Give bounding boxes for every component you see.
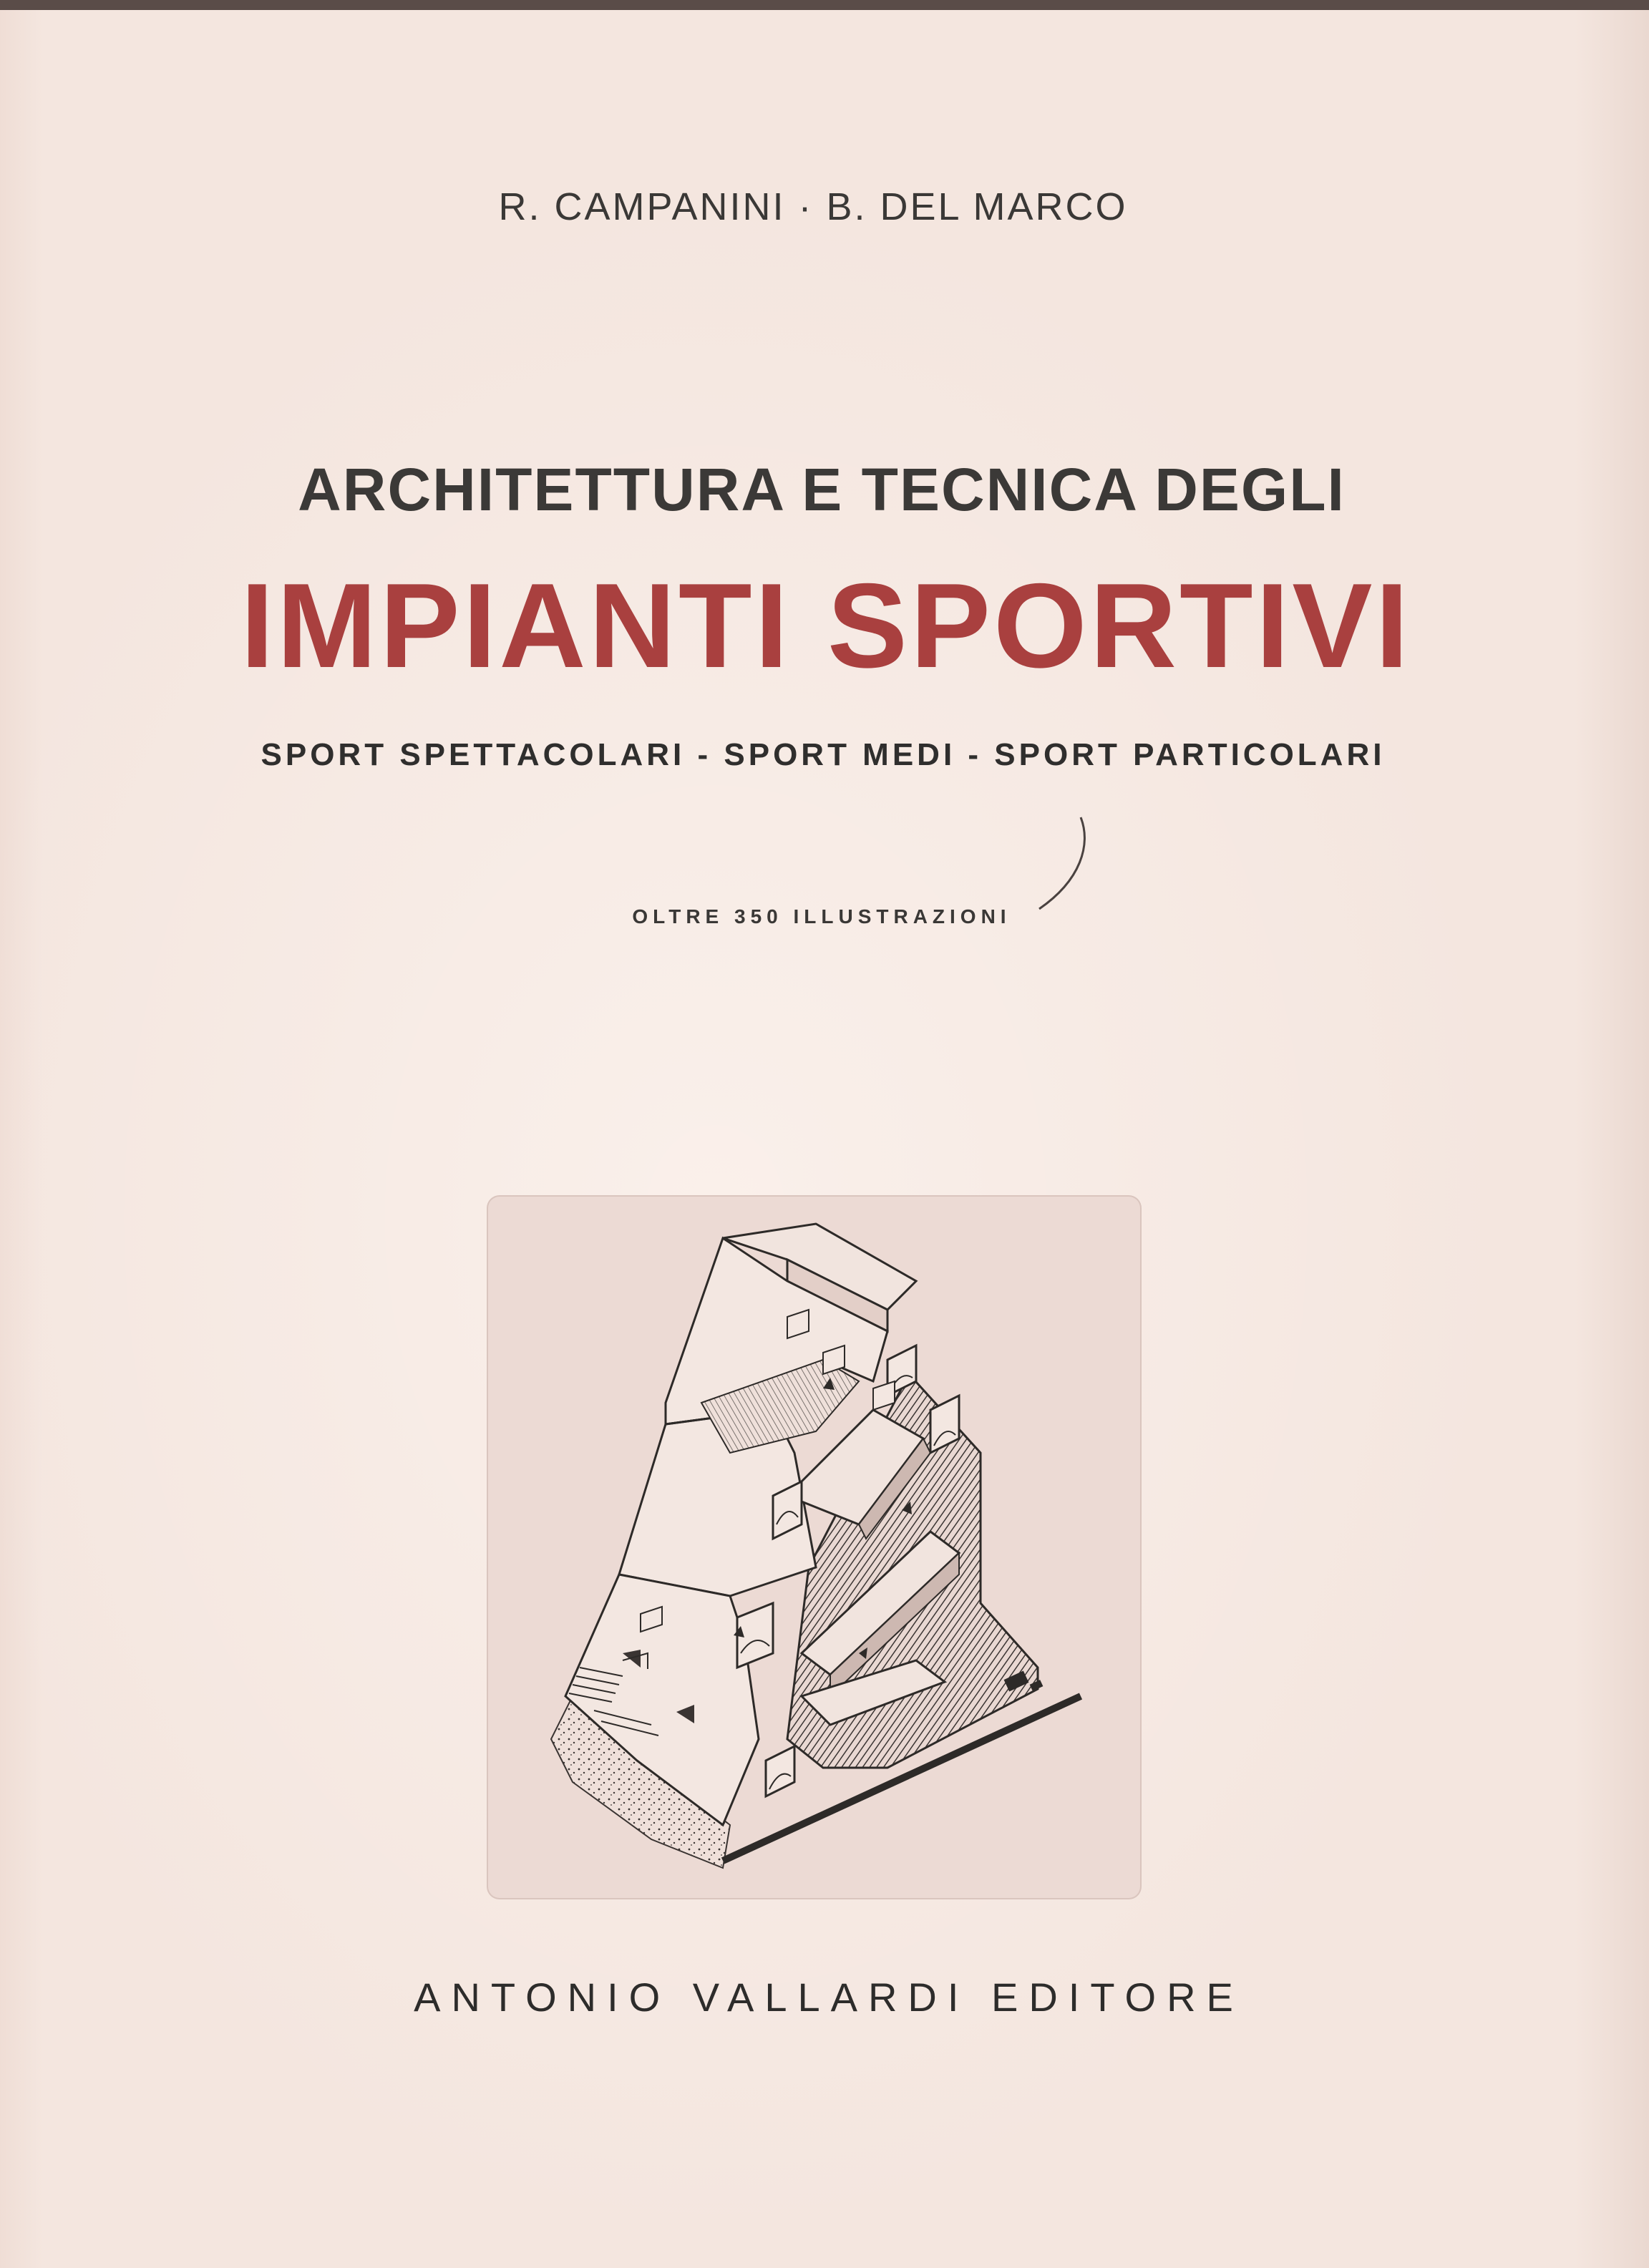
main-title: IMPIANTI SPORTIVI (240, 558, 1412, 693)
illustrations-note: OLTRE 350 ILLUSTRAZIONI (632, 905, 1011, 928)
publisher-line: ANTONIO VALLARDI EDITORE (414, 1975, 1244, 2020)
subtitle-line: SPORT SPETTACOLARI - SPORT MEDI - SPORT PARTICOLARI (261, 737, 1386, 772)
stadium-illustration (487, 1195, 1142, 1899)
pencil-mark-icon (1031, 816, 1102, 930)
authors-line: R. CAMPANINI · B. DEL MARCO (498, 185, 1128, 228)
page-top-edge (0, 0, 1649, 10)
isometric-stadium-section-drawing-icon (487, 1195, 1142, 1899)
title-upper-line: ARCHITETTURA E TECNICA DEGLI (298, 456, 1346, 523)
